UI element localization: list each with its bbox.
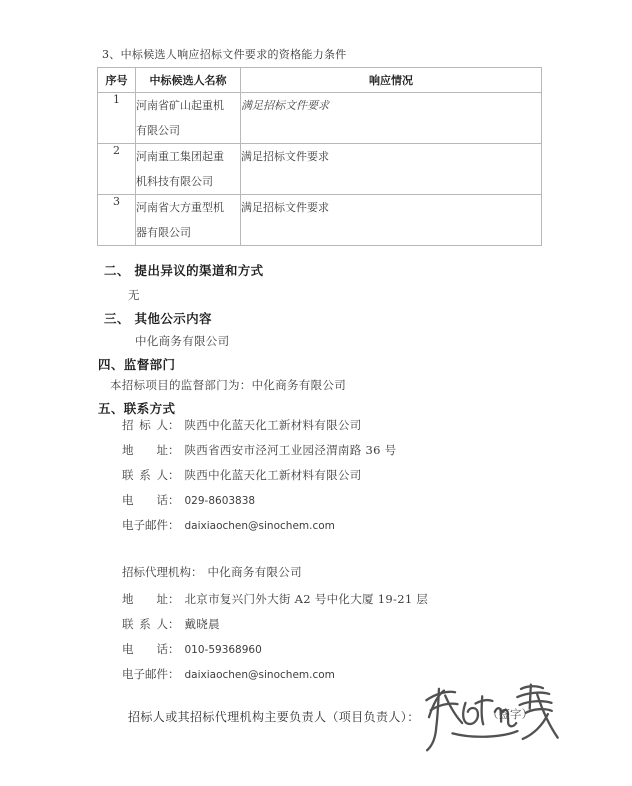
colon: ： (168, 443, 180, 457)
qualification-title: 3、中标候选人响应招标文件要求的资格能力条件 (102, 48, 347, 61)
colon: ： (168, 418, 180, 432)
colon: ： (168, 642, 180, 656)
responsible-person-line: 招标人或其招标代理机构主要负责人（项目负责人）： (128, 710, 420, 724)
col-header-candidate-name: 中标候选人名称 (136, 68, 241, 93)
tenderer-phone: 029-8603838 (184, 495, 256, 507)
contact-label: 联系人 (122, 617, 168, 631)
tenderer-phone-line (122, 492, 255, 508)
candidates-table (97, 67, 542, 246)
agency-email: daixiaochen@sinochem.com (184, 669, 335, 681)
contact-label: 电话 (122, 642, 168, 656)
row-seq: 1 (98, 93, 136, 144)
table-row (98, 93, 542, 144)
agency-line (122, 564, 302, 580)
contact-label: 联系人 (122, 468, 168, 482)
colon: ： (168, 667, 180, 681)
table-row (98, 144, 542, 195)
agency-contact-person: 戴晓晨 (184, 617, 220, 631)
col-header-seq: 序号 (98, 68, 136, 93)
row-seq: 2 (98, 144, 136, 195)
agency-contact-person-line (122, 616, 220, 632)
contact-label: 电子邮件 (122, 518, 168, 532)
row-candidate-name: 河南省大方重型机 器有限公司 (136, 195, 241, 246)
table-row (98, 195, 542, 246)
tenderer-name: 陕西中化蓝天化工新材料有限公司 (184, 418, 362, 432)
agency-address-line (122, 591, 428, 607)
agency-name: 中化商务有限公司 (207, 565, 302, 579)
contact-label: 地址 (122, 592, 168, 606)
section-heading-objection: 二、 提出异议的渠道和方式 (104, 263, 264, 278)
tenderer-address: 陕西省西安市泾河工业园泾渭南路 36 号 (184, 443, 397, 457)
handwritten-signature (420, 677, 563, 760)
tenderer-address-line (122, 442, 396, 458)
colon: ： (168, 493, 180, 507)
colon: ： (191, 565, 203, 579)
row-response: 满足招标文件要求 (241, 144, 542, 195)
contact-label: 电子邮件 (122, 667, 168, 681)
row-candidate-name: 河南省矿山起重机 有限公司 (136, 93, 241, 144)
colon: ： (168, 518, 180, 532)
agency-phone-line (122, 641, 262, 657)
row-seq: 3 (98, 195, 136, 246)
col-header-response: 响应情况 (241, 68, 542, 93)
contact-label: 地址 (122, 443, 168, 457)
tenderer-contact-person: 陕西中化蓝天化工新材料有限公司 (184, 468, 362, 482)
section-body-other-publicity: 中化商务有限公司 (135, 334, 230, 348)
section-heading-other-publicity: 三、 其他公示内容 (104, 311, 212, 326)
contact-label: 招标人 (122, 418, 168, 432)
agency-email-line (122, 666, 335, 682)
section-body-supervision: 本招标项目的监督部门为：中化商务有限公司 (110, 378, 346, 392)
agency-phone: 010-59368960 (184, 644, 262, 656)
row-response: 满足招标文件要求 (241, 195, 542, 246)
section-heading-contact: 五、联系方式 (98, 401, 176, 416)
colon: ： (168, 617, 180, 631)
section-heading-supervision: 四、监督部门 (98, 357, 176, 372)
tenderer-line (122, 417, 362, 433)
row-candidate-name: 河南重工集团起重 机科技有限公司 (136, 144, 241, 195)
row-response: 满足招标文件要求 (241, 93, 542, 144)
agency-address: 北京市复兴门外大街 A2 号中化大厦 19-21 层 (184, 592, 429, 606)
table-header-row (98, 68, 542, 93)
tenderer-email: daixiaochen@sinochem.com (184, 520, 335, 532)
contact-label: 招标代理机构 (122, 565, 191, 579)
tenderer-email-line (122, 517, 335, 533)
tenderer-contact-person-line (122, 467, 362, 483)
section-body-objection: 无 (128, 288, 140, 302)
colon: ： (168, 468, 180, 482)
signature-hint-label: （签字） (487, 707, 533, 721)
contact-label: 电话 (122, 493, 168, 507)
colon: ： (168, 592, 180, 606)
